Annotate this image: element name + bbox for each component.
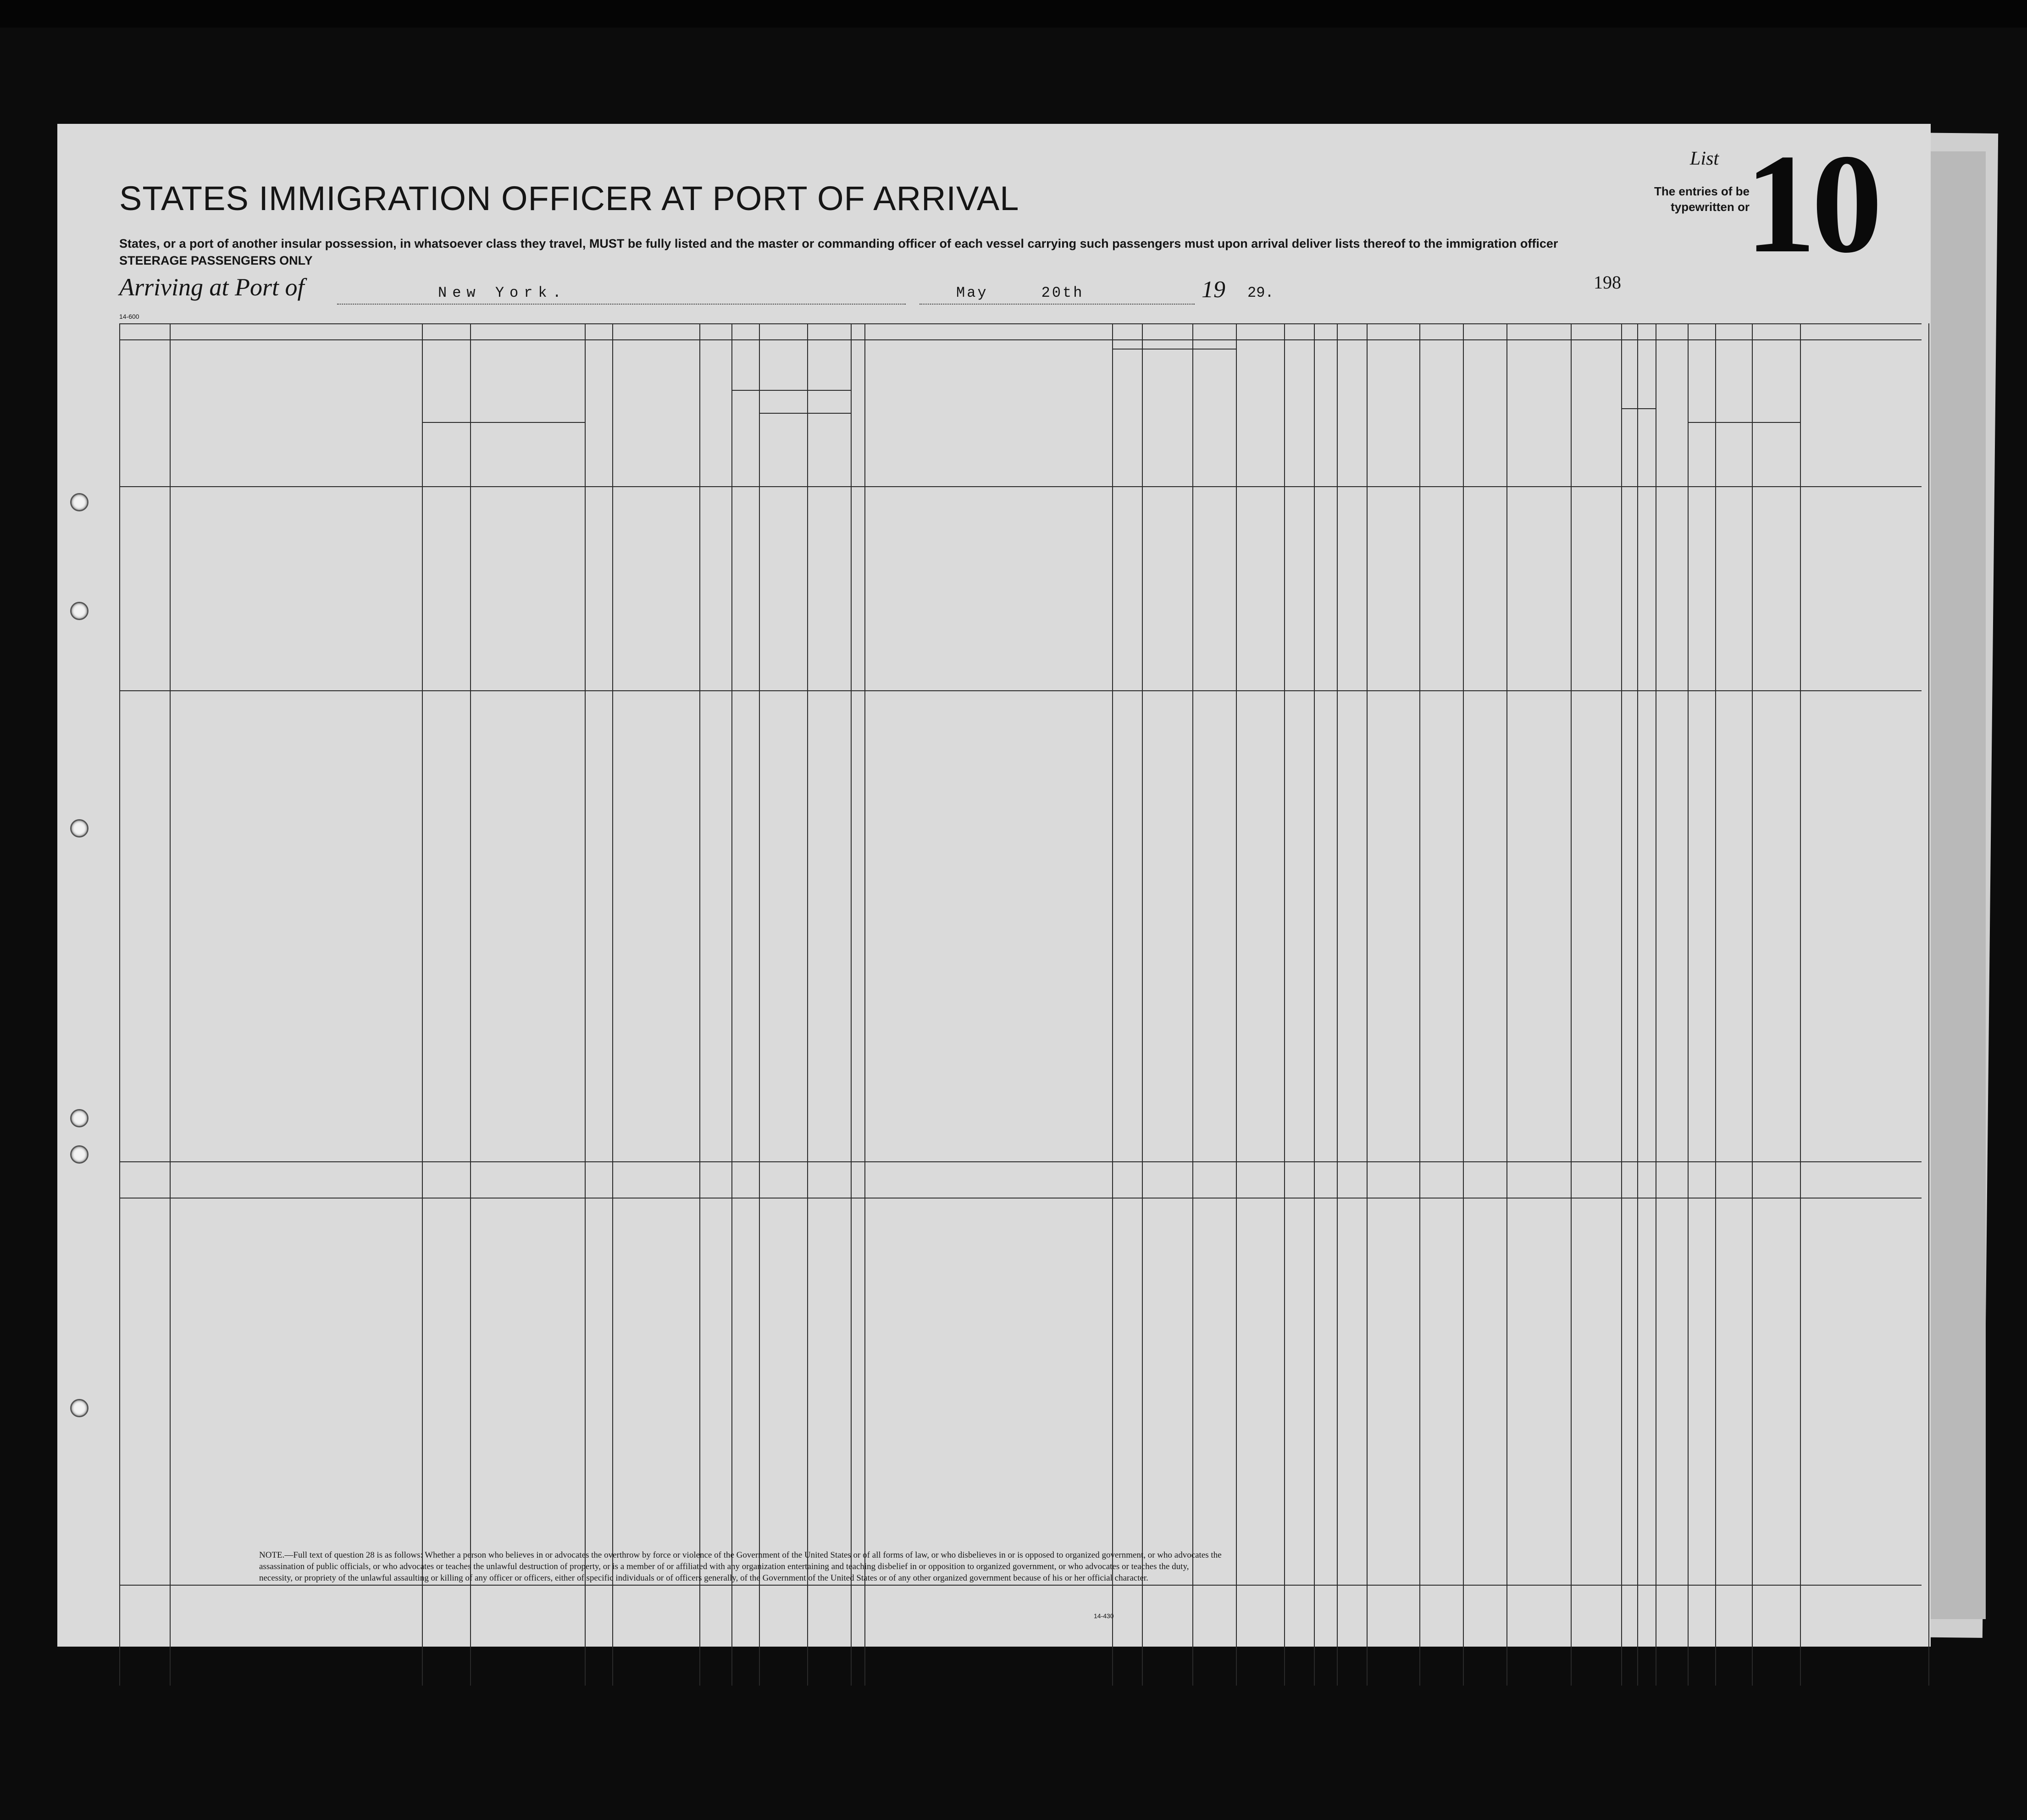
- list-note: The entries of be typewritten or: [1654, 184, 1750, 214]
- binder-hole: [70, 819, 89, 838]
- year-ref: 198: [1594, 272, 1621, 293]
- row-divider: [119, 1198, 1922, 1199]
- binder-hole: [70, 602, 89, 620]
- column-rule: [612, 323, 613, 1686]
- column-rule: [422, 323, 423, 1686]
- column-rule: [1800, 323, 1801, 1686]
- column-rule: [1715, 323, 1716, 1686]
- binder-hole: [70, 1399, 89, 1417]
- header-rule: [119, 323, 1922, 324]
- binder-hole: [70, 1145, 89, 1164]
- column-rule: [1367, 323, 1368, 1686]
- header-rule: [119, 339, 1922, 340]
- c22-sub-rule: [731, 390, 851, 391]
- manifest-page: [57, 124, 1931, 1647]
- column-rule: [585, 323, 586, 1686]
- column-rule: [1112, 323, 1113, 1686]
- column-rule: [1621, 323, 1622, 1686]
- page-title: STATES IMMIGRATION OFFICER AT PORT OF ARRIVAL: [119, 179, 1019, 217]
- binder-hole: [70, 493, 89, 511]
- column-rule: [1314, 323, 1315, 1686]
- column-rule: [731, 323, 732, 1686]
- column-rule: [170, 323, 171, 1686]
- column-rule: [1506, 323, 1507, 1686]
- footnote-code: 14-430: [1094, 1612, 1114, 1620]
- column-rule: [1463, 323, 1464, 1686]
- header-rule: [119, 486, 1922, 487]
- column-rule: [807, 323, 808, 1686]
- column-rule: [1236, 323, 1237, 1686]
- column-rule: [1637, 323, 1638, 1686]
- c18-sub-rule: [422, 422, 585, 423]
- date-value: May 20th: [956, 284, 1084, 301]
- row-divider: [119, 1161, 1922, 1162]
- c22-sub-rule2: [759, 413, 851, 414]
- form-code: 14-600: [119, 313, 139, 320]
- column-rule: [1337, 323, 1338, 1686]
- row-divider: [119, 690, 1922, 691]
- column-rule: [1192, 323, 1193, 1686]
- list-number-stamp: 10: [1745, 125, 1878, 283]
- table-bottom-rule: [119, 1585, 1922, 1586]
- column-rule: [851, 323, 852, 1686]
- column-rule: [1419, 323, 1420, 1686]
- column-rule: [1571, 323, 1572, 1686]
- column-rule: [1142, 323, 1143, 1686]
- column-rule: [1688, 323, 1689, 1686]
- column-rule: [1284, 323, 1285, 1686]
- steerage-label: STEERAGE PASSENGERS ONLY: [119, 254, 313, 267]
- column-rule: [1752, 323, 1753, 1686]
- column-rule: [759, 323, 760, 1686]
- year-prefix: 19: [1202, 277, 1225, 303]
- page-subtitle: States, or a port of another insular possession, in whatsoever class they travel, MUST be fully listed and the master or commanding officer of each vessel carrying such passengers must upon arrival deliver lists thereof to the immigration officer: [119, 237, 1558, 250]
- port-value: New York.: [438, 284, 567, 301]
- scan-border-top: [0, 0, 2027, 28]
- manifest-table: [57, 124, 1931, 1647]
- column-rule: [1928, 323, 1929, 1686]
- c24-sub-rule: [1112, 349, 1236, 350]
- arriving-label: Arriving at Port of: [119, 273, 305, 301]
- column-rule: [864, 323, 865, 1686]
- year-suffix: 29.: [1247, 284, 1274, 301]
- footnote: NOTE.—Full text of question 28 is as follows: Whether a person who believes in or advocates the overthrow by force or violence of the Government of the United States or of all forms of law, or who disbelieves in or is opposed to organized government, or who advocates the assassination of public officials, or who advocates or teaches the unlawful destruction of property, or is a member of or affiliated with any organization entertaining and teaching disbelief in or opposition to organized government, or who advocates or teaches the duty, necessity, or propriety of the unlawful assaulting or killing of any officer or officers, either of specific individuals or of officers generally, of the Government of the United States or of any other organized government because of his or her official character.: [259, 1550, 1222, 1583]
- binder-hole: [70, 1109, 89, 1127]
- column-rule: [119, 323, 120, 1686]
- column-rule: [699, 323, 700, 1686]
- page-edge-2: [1931, 151, 1986, 1619]
- list-label: List: [1690, 148, 1719, 169]
- c33-sub-rule: [1621, 408, 1656, 409]
- c35-sub-rule: [1688, 422, 1800, 423]
- column-rule: [470, 323, 471, 1686]
